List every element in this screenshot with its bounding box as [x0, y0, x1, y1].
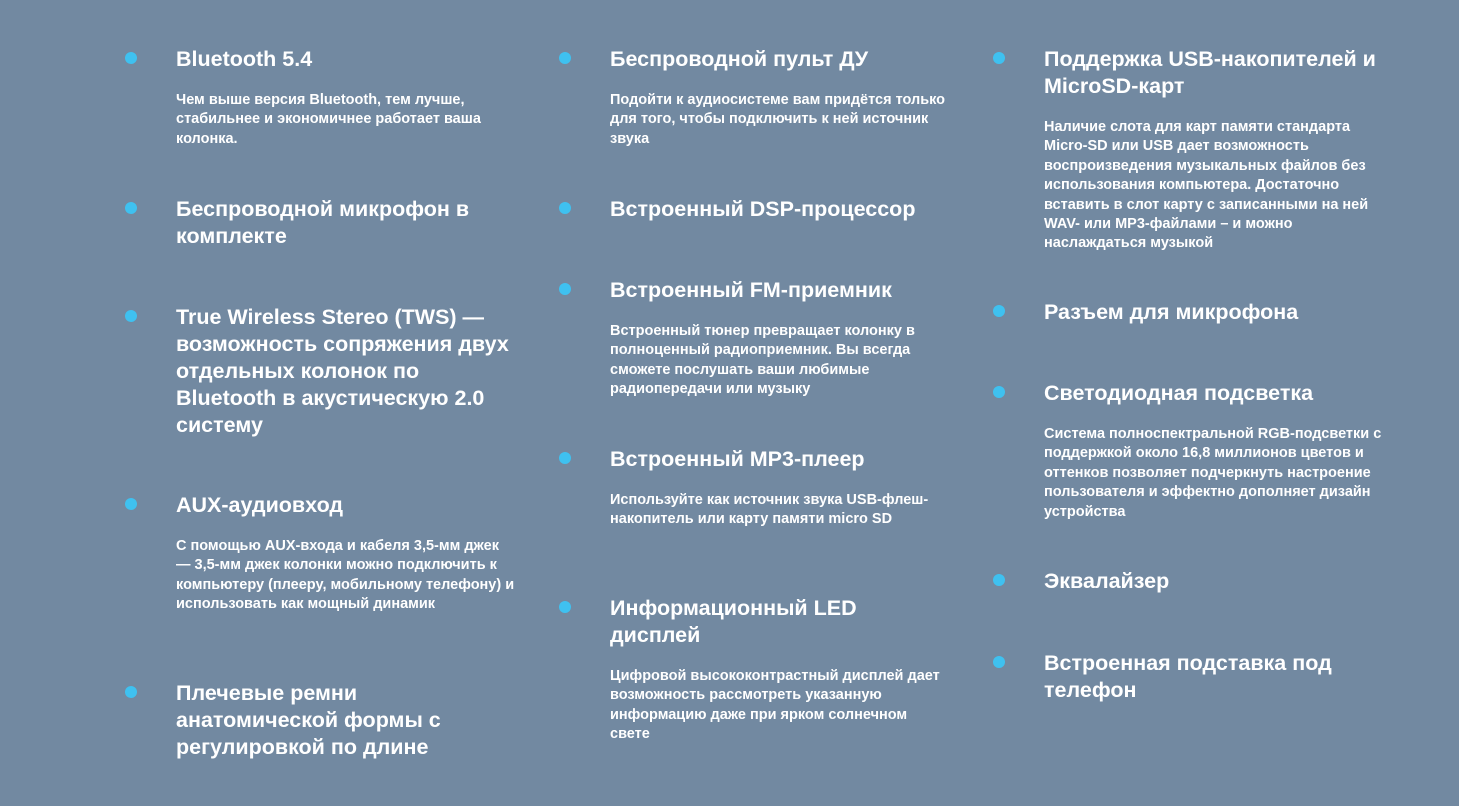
feature-title: AUX-аудиовход [176, 493, 344, 517]
feature-description: С помощью AUX-входа и кабеля 3,5-мм джек — 3,5-мм джек колонки можно подключить к компьютеру (плееру, мобильному телефону) и использовать как мощный динамик [176, 538, 515, 613]
feature-title: Bluetooth 5.4 [176, 47, 313, 71]
feature-shoulder-straps [176, 680, 516, 761]
feature-title: Встроенный DSP-процессор [610, 197, 916, 221]
feature-fm-receiver [610, 277, 950, 400]
feature-led-backlight [1044, 380, 1384, 522]
feature-led-display [610, 595, 950, 745]
bullet-icon [993, 656, 1005, 668]
bullet-icon [559, 202, 571, 214]
feature-description: Используйте как источник звука USB-флеш-накопитель или карту памяти micro SD [610, 492, 929, 528]
feature-title: Поддержка USB-накопителей и MicroSD-карт [1044, 47, 1376, 98]
feature-equalizer [1044, 568, 1384, 595]
feature-title: Встроенный MP3-плеер [610, 447, 865, 471]
bullet-icon [993, 52, 1005, 64]
feature-description: Подойти к аудиосистеме вам придётся только для того, чтобы подключить к ней источник звука [610, 92, 946, 147]
feature-title: Разъем для микрофона [1044, 300, 1299, 324]
feature-title: Встроенный FM-приемник [610, 278, 892, 302]
bullet-icon [993, 574, 1005, 586]
bullet-icon [125, 202, 137, 214]
feature-aux-input [176, 492, 516, 615]
feature-title: Эквалайзер [1044, 569, 1170, 593]
bullet-icon [559, 283, 571, 295]
feature-mp3-player [610, 446, 950, 530]
feature-mic-jack [1044, 299, 1384, 326]
feature-title: Встроенная подставка под телефон [1044, 651, 1332, 702]
feature-description: Чем выше версия Bluetooth, тем лучше, стабильнее и экономичнее работает ваша колонка. [176, 92, 481, 147]
feature-dsp [610, 196, 950, 223]
bullet-icon [993, 305, 1005, 317]
feature-title: Беспроводной пульт ДУ [610, 47, 869, 71]
feature-remote-control [610, 46, 950, 149]
feature-usb-microsd [1044, 46, 1384, 254]
feature-title: Плечевые ремни анатомической формы с регулировкой по длине [176, 681, 441, 759]
bullet-icon [559, 52, 571, 64]
feature-tws [176, 304, 516, 439]
feature-bluetooth [176, 46, 516, 149]
bullet-icon [125, 686, 137, 698]
feature-title: Беспроводной микрофон в комплекте [176, 197, 470, 248]
feature-description: Наличие слота для карт памяти стандарта Micro-SD или USB дает возможность воспроизведения музыкальных файлов без использования компьютера. Достаточно вставить в слот карту с записанными на ней WAV- или MP3-файлами – и можно наслаждаться музыкой [1044, 119, 1369, 252]
feature-description: Цифровой высококонтрастный дисплей дает возможность рассмотреть указанную информацию даже при ярком солнечном свете [610, 668, 940, 743]
bullet-icon [125, 52, 137, 64]
feature-phone-stand [1044, 650, 1384, 704]
feature-title: Светодиодная подсветка [1044, 381, 1314, 405]
bullet-icon [125, 310, 137, 322]
feature-title: True Wireless Stereo (TWS) — возможность сопряжения двух отдельных колонок по Bluetooth в акустическую 2.0 систему [176, 305, 509, 437]
bullet-icon [125, 498, 137, 510]
feature-title: Информационный LED дисплей [610, 596, 857, 647]
bullet-icon [993, 386, 1005, 398]
feature-wireless-mic [176, 196, 516, 250]
feature-description: Система полноспектральной RGB-подсветки с поддержкой около 16,8 миллионов цветов и оттенков позволяет подчеркнуть настроение пользователя и эффектно дополняет дизайн устройства [1044, 426, 1382, 520]
bullet-icon [559, 601, 571, 613]
feature-description: Встроенный тюнер превращает колонку в полноценный радиоприемник. Вы всегда сможете послушать ваши любимые радиопередачи или музыку [610, 323, 915, 398]
bullet-icon [559, 452, 571, 464]
